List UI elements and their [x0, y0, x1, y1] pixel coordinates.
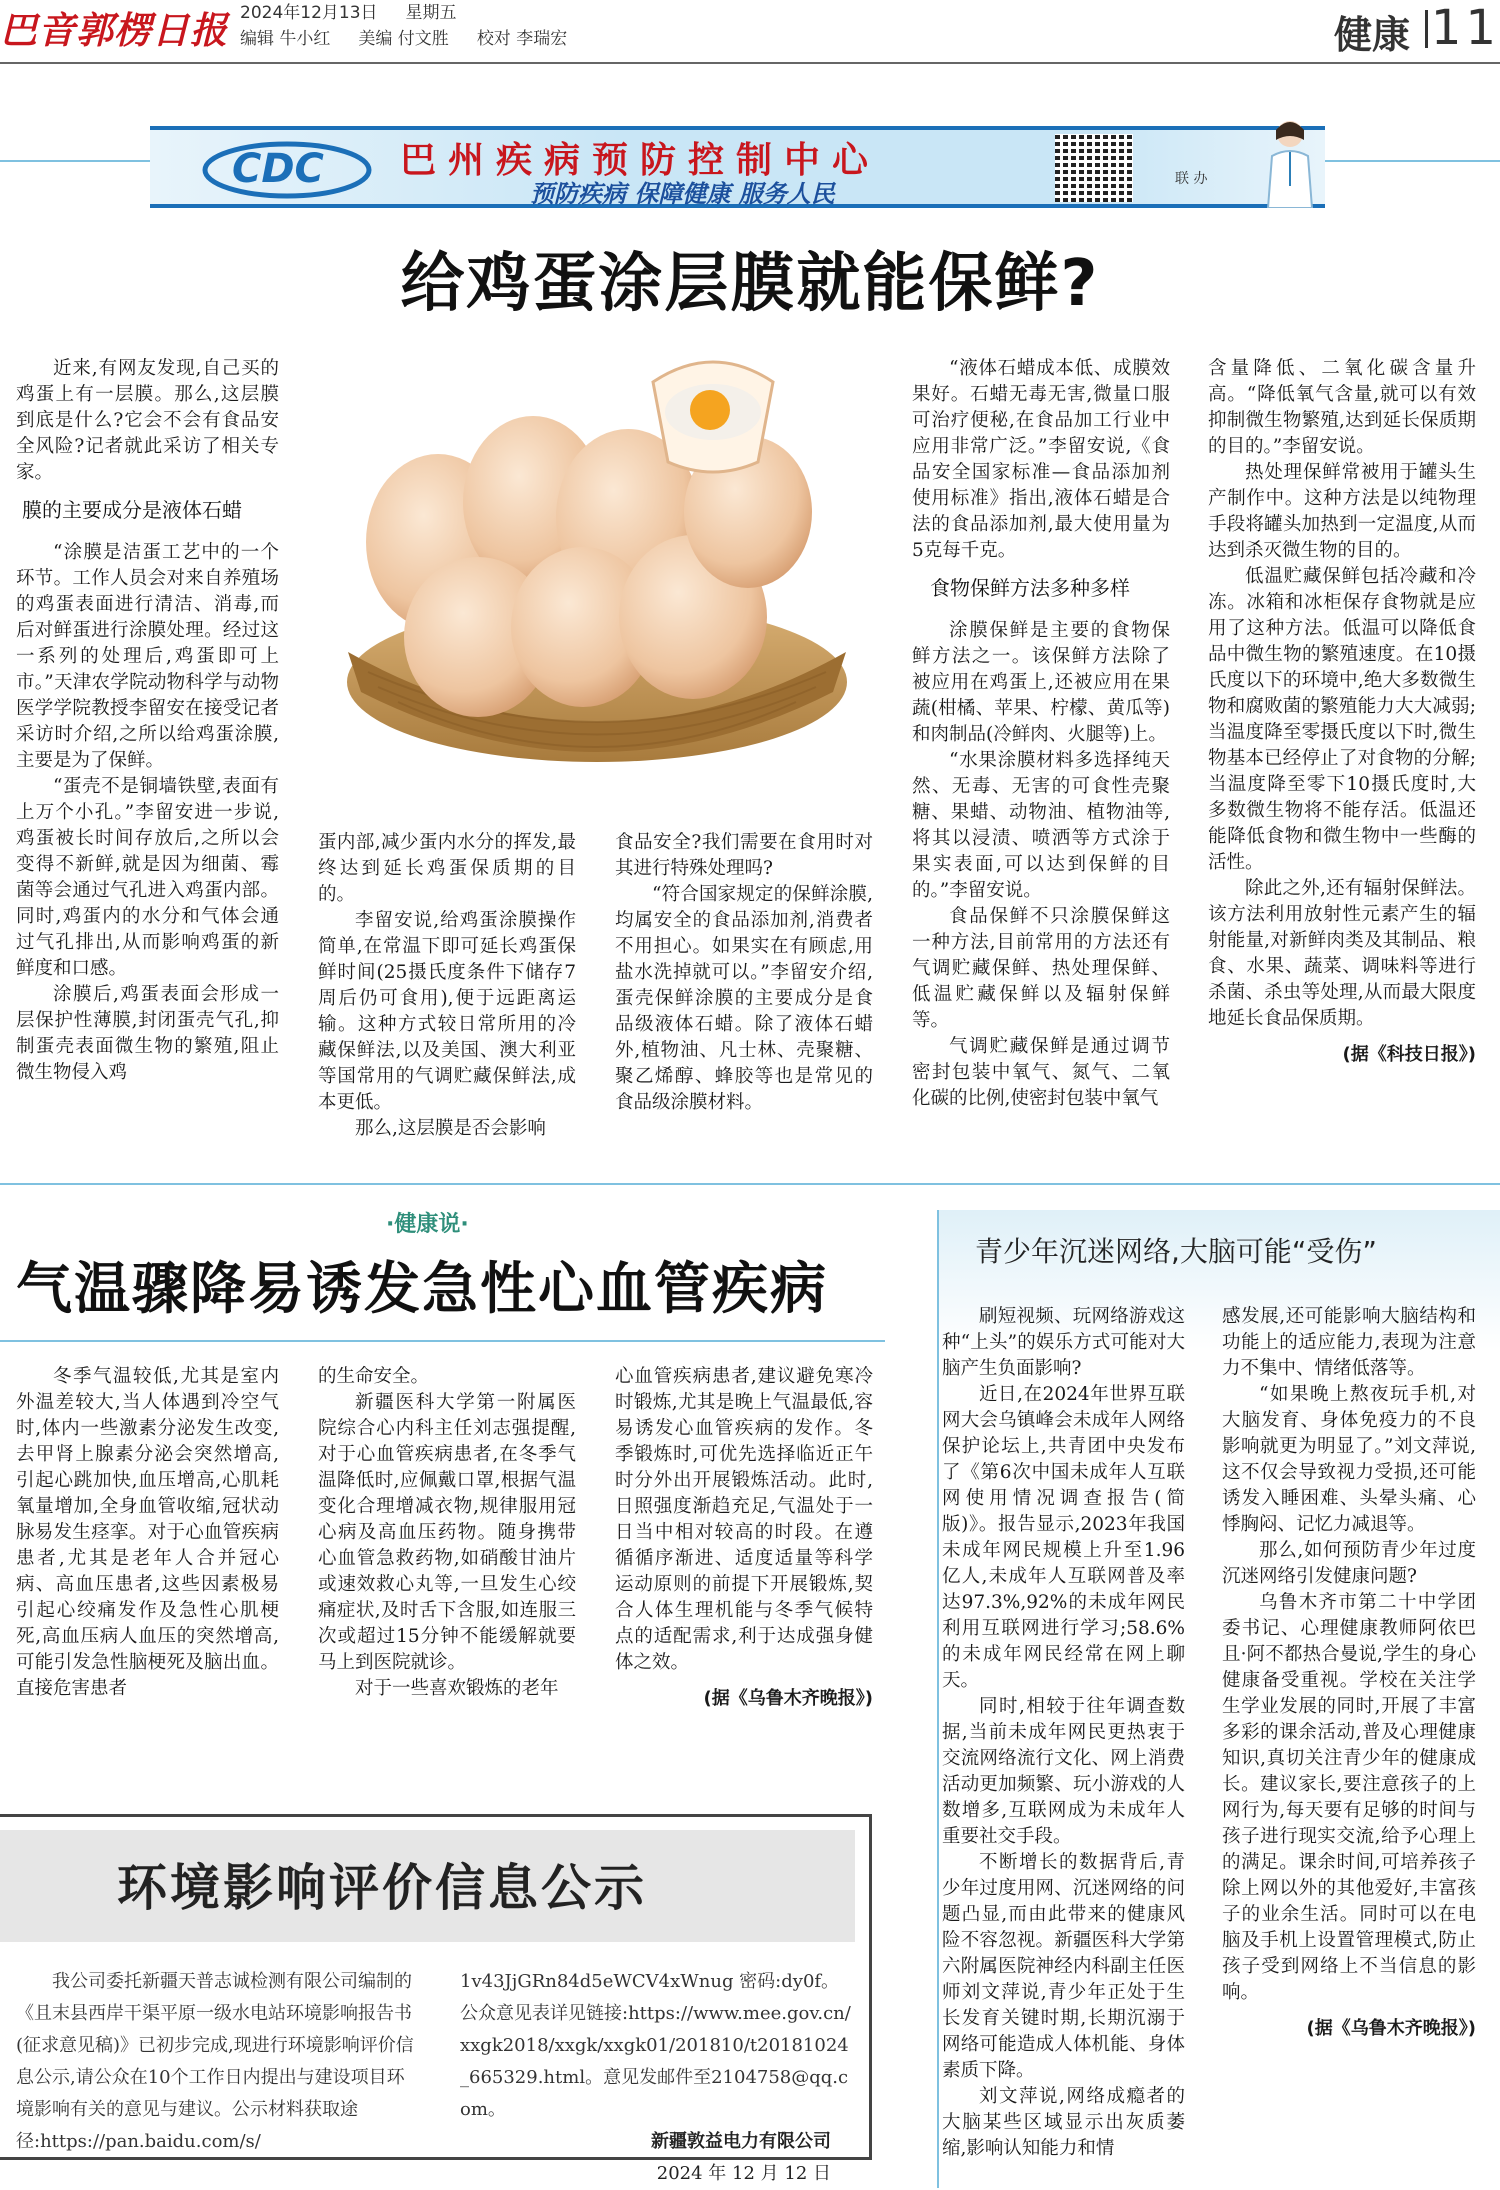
section-divider: [1425, 10, 1428, 48]
teen-col1-p1: 刷短视频、玩网络游戏这种“上头”的娱乐方式可能对大脑产生负面影响?: [942, 1306, 1185, 1379]
column-tag: ·健康说·: [386, 1212, 469, 1237]
teen-column-1: [942, 1304, 1185, 2162]
egg-col1-p3: 涂膜后,鸡蛋表面会形成一层保护性薄膜,封闭蛋壳气孔,抑制蛋壳表面微生物的繁殖,阻止微生物侵入鸡: [16, 984, 279, 1083]
egg-col4-p2: 涂膜保鲜是主要的食物保鲜方法之一。该保鲜方法除了被应用在鸡蛋上,还被应用在果蔬(柑橘、苹果、柠檬、黄瓜等)和肉制品(冷鲜肉、火腿等)上。: [912, 620, 1170, 745]
egg-column-4: [912, 356, 1170, 1112]
egg-col4-p1: “液体石蜡成本低、成膜效果好。石蜡无毒无害,微量口服可治疗便秘,在食品加工行业中应用非常广泛。”李留安说,《食品安全国家标准—食品添加剂使用标准》指出,液体石蜡是合法的食品添加剂,最大使用量为5克每千克。: [912, 358, 1170, 561]
egg-subheading-1: 膜的主要成分是液体石蜡: [22, 498, 242, 522]
notice-text-1: 我公司委托新疆天普志诚检测有限公司编制的《且末县西岸干渠平原一级水电站环境影响报告书(征求意见稿)》已初步完成,现进行环境影响评价信息公示,请公众在10个工作日内提出与建设项目环境影响有关的意见与建议。公示材料获取途径:https://pan.baidu.com/s/: [16, 1971, 414, 2152]
heart-title-rule: [0, 1340, 885, 1342]
egg-col3-p2: “符合国家规定的保鲜涂膜,均属安全的食品添加剂,消费者不用担心。如果实在有顾虑,用盐水洗掉就可以。”李留安介绍,蛋壳保鲜涂膜的主要成分是食品级液体石蜡。除了液体石蜡外,植物油、凡士林、壳聚糖、聚乙烯醇、蜂胶等也是常见的食品级涂膜材料。: [615, 884, 873, 1113]
teen-col2-p1: 感发展,还可能影响大脑结构和功能上的适应能力,表现为注意力不集中、情绪低落等。: [1222, 1306, 1476, 1379]
egg-column-2: [318, 830, 576, 1142]
proof-credit: 校对 李瑞宏: [476, 29, 568, 49]
egg-basket-photo: [318, 352, 876, 774]
banner-org-name: 巴州疾病预防控制中心: [400, 140, 881, 181]
designer-credit: 美编 付文胜: [358, 29, 449, 49]
egg-column-5: [1208, 356, 1476, 1068]
banner-cooperation: 联 办: [1175, 171, 1208, 187]
egg-col2-p2: 李留安说,给鸡蛋涂膜操作简单,在常温下即可延长鸡蛋保鲜时间(25摄氏度条件下储存7周后仍可食用),便于远距离运输。这种方式较日常所用的冷藏保鲜法,以及美国、澳大利亚等国常用的气调贮藏保鲜法,成本更低。: [318, 910, 576, 1113]
teen-article-title: 青少年沉迷网络,大脑可能“受伤”: [975, 1235, 1377, 1268]
egg-source: (据《科技日报》): [1342, 1044, 1476, 1065]
cdc-banner: [150, 126, 1325, 208]
egg-col3-p1: 食品安全?我们需要在食用时对其进行特殊处理吗?: [615, 832, 873, 879]
teen-col1-p5: 刘文萍说,网络成瘾者的大脑某些区域显示出灰质萎缩,影响认知能力和情: [942, 2086, 1185, 2159]
egg-col5-p2: 热处理保鲜常被用于罐头生产制作中。这种方法是以纯物理手段将罐头加热到一定温度,从而达到杀灭微生物的目的。: [1208, 462, 1476, 561]
teen-col2-p3: 那么,如何预防青少年过度沉迷网络引发健康问题?: [1222, 1540, 1476, 1587]
teen-source: (据《乌鲁木齐晚报》): [1306, 2018, 1476, 2039]
heart-article-title: 气温骤降易诱发急性心血管疾病: [16, 1256, 828, 1322]
teen-col1-p2: 近日,在2024年世界互联网大会乌镇峰会未成年人网络保护论坛上,共青团中央发布了《第6次中国未成年人互联网使用情况调查报告(简版)》。报告显示,2023年我国未成年网民规模上升至1.96亿人,未成年人互联网普及率达97.3%,92%的未成年网民利用互联网进行学习;58.6%的未成年网民经常在网上聊天。: [942, 1384, 1185, 1691]
notice-column-2: [460, 1966, 855, 2190]
cdc-logo-icon: [202, 136, 372, 200]
doctor-illustration-icon: [1260, 116, 1320, 208]
egg-col1-intro: 近来,有网友发现,自己买的鸡蛋上有一层膜。那么,这层膜到底是什么?它会不会有食品安全风险?记者就此采访了相关专家。: [16, 358, 279, 483]
teen-col1-p4: 不断增长的数据背后,青少年过度用网、沉迷网络的问题凸显,而由此带来的健康风险不容忽视。新疆医科大学第六附属医院神经内科副主任医师刘文萍说,青少年正处于生长发育关键时期,长期沉溺于网络可能造成人体机能、身体素质下降。: [942, 1852, 1185, 2081]
heart-column-1: [16, 1364, 279, 1702]
egg-col5-p1: 含量降低、二氧化碳含量升高。“降低氧气含量,就可以有效抑制微生物繁殖,达到延长保质期的目的。”李留安说。: [1208, 358, 1476, 457]
heart-col2-p3: 对于一些喜欢锻炼的老年: [355, 1678, 559, 1699]
newspaper-logo: 巴音郭楞日报: [0, 8, 228, 52]
teen-col2-p4: 乌鲁木齐市第二十中学团委书记、心理健康教师阿依巴且·阿不都热合曼说,学生的身心健康备受重视。学校在关注学生学业发展的同时,开展了丰富多彩的课余活动,普及心理健康知识,真切关注青少年的健康成长。建议家长,要注意孩子的上网行为,每天要有足够的时间与孩子进行现实交流,给予心理上的满足。课余时间,可培养孩子除上网以外的其他爱好,丰富孩子的业余生活。同时可以在电脑及手机上设置管理模式,防止孩子受到网络上不当信息的影响。: [1222, 1592, 1476, 2003]
notice-column-1: [16, 1966, 418, 2158]
heart-col3-p1: 心血管疾病患者,建议避免寒冷时锻炼,尤其是晚上气温最低,容易诱发心血管疾病的发作。冬季锻炼时,可优先选择临近正午时分外出开展锻炼活动。此时,日照强度渐趋充足,气温处于一日当中相对较高的时段。在遵循循序渐进、适度适量等科学运动原则的前提下开展锻炼,契合人体生理机能与冬季气候特点的适配需求,利于达成强身健体之效。: [615, 1366, 873, 1673]
heart-column-3: [615, 1364, 873, 1712]
egg-subheading-2: 食物保鲜方法多种多样: [930, 576, 1130, 600]
notice-company: 新疆敦益电力有限公司: [651, 2131, 831, 2152]
notice-date: 2024 年 12 月 12 日: [656, 2163, 831, 2184]
issue-meta: [240, 0, 595, 52]
egg-col4-p4: 食品保鲜不只涂膜保鲜这一种方法,目前常用的方法还有气调贮藏保鲜、热处理保鲜、低温贮藏保鲜以及辐射保鲜等。: [912, 906, 1170, 1031]
egg-col2-p1: 蛋内部,减少蛋内水分的挥发,最终达到延长鸡蛋保质期的目的。: [318, 832, 576, 905]
editor-credit: 编辑 牛小红: [240, 29, 331, 49]
egg-article-title: 给鸡蛋涂层膜就能保鲜?: [400, 247, 1100, 321]
notice-title: 环境影响评价信息公示: [117, 1858, 647, 1917]
egg-col4-p5: 气调贮藏保鲜是通过调节密封包装中氧气、氮气、二氧化碳的比例,使密封包装中氧气: [912, 1036, 1170, 1109]
egg-column-1: [16, 356, 279, 1086]
egg-col5-p3: 低温贮藏保鲜包括冷藏和冷冻。冰箱和冰柜保存食物就是应用了这种方法。低温可以降低食品中微生物的繁殖速度。在10摄氏度以下的环境中,绝大多数微生物和腐败菌的繁殖能力大大减弱;当温度降至零摄氏度以下时,微生物基本已经停止了对食物的分解;当温度降至零下10摄氏度时,大多数微生物将不能存活。低温还能降低食物和微生物中一些酶的活性。: [1208, 566, 1476, 873]
egg-column-3: [615, 830, 873, 1116]
masthead: [0, 0, 1500, 62]
teen-col1-p3: 同时,相较于往年调查数据,当前未成年网民更热衷于交流网络流行文化、网上消费活动更加频繁、玩小游戏的人数增多,互联网成为未成年人重要社交手段。: [942, 1696, 1185, 1847]
heart-col2-p2: 新疆医科大学第一附属医院综合心内科主任刘志强提醒,对于心血管疾病患者,在冬季气温降低时,应佩戴口罩,根据气温变化合理增减衣物,规律服用冠心病及高血压药物。随身携带心血管急救药物,如硝酸甘油片或速效救心丸等,一旦发生心绞痛症状,及时舌下含服,如连服三次或超过15分钟不能缓解就要马上到医院就诊。: [318, 1392, 576, 1673]
egg-col1-p2: “蛋壳不是铜墙铁壁,表面有上万个小孔。”李留安进一步说,鸡蛋被长时间存放后,之所以会变得不新鲜,就是因为细菌、霉菌等会通过气孔进入鸡蛋内部。同时,鸡蛋内的水分和气体会通过气孔排出,从而影响鸡蛋的新鲜度和口感。: [16, 776, 279, 979]
teen-column-2: [1222, 1304, 1476, 2042]
heart-source: (据《乌鲁木齐晚报》): [703, 1688, 873, 1709]
heart-column-2: [318, 1364, 576, 1702]
banner-slogan: 预防疾病 保障健康 服务人民: [530, 180, 835, 208]
heart-col1-p1: 冬季气温较低,尤其是室内外温差较大,当人体遇到冷空气时,体内一些激素分泌发生改变,去甲肾上腺素分泌会突然增高,引起心跳加快,血压增高,心肌耗氧量增加,全身血管收缩,冠状动脉易发生痉挛。对于心血管疾病患者,尤其是老年人合并冠心病、高血压患者,这些因素极易引起心绞痛发作及急性心肌梗死,高血压病人血压的突然增高,可能引发急性脑梗死及脑出血。直接危害患者: [16, 1366, 279, 1699]
notice-text-2: 1v43JjGRn84d5eWCV4xWnug 密码:dy0f。公众意见表详见链接:https://www.mee.gov.cn/xxgk2018/xxgk/xxgk01/201810/t20181024_665329.html。意见发邮件至2104758@qq.com。: [460, 1971, 851, 2120]
page-number: 11: [1430, 0, 1500, 56]
masthead-rule: [0, 62, 1500, 64]
heart-col2-p1: 的生命安全。: [318, 1366, 430, 1387]
egg-col2-p3: 那么,这层膜是否会影响: [355, 1118, 546, 1139]
section-name: 健康: [1333, 13, 1410, 57]
teen-col2-p2: “如果晚上熬夜玩手机,对大脑发育、身体免疫力的不良影响就更为明显了。”刘文萍说,这不仅会导致视力受损,还可能诱发入睡困难、头晕头痛、心悸胸闷、记忆力减退等。: [1222, 1384, 1476, 1535]
egg-col5-p4: 除此之外,还有辐射保鲜法。该方法利用放射性元素产生的辐射能量,对新鲜肉类及其制品、粮食、水果、蔬菜、调味料等进行杀菌、杀虫等处理,从而最大限度地延长食品保质期。: [1208, 878, 1476, 1029]
egg-col4-p3: “水果涂膜材料多选择纯天然、无毒、无害的可食性壳聚糖、果蜡、动物油、植物油等,将其以浸渍、喷洒等方式涂于果实表面,可以达到保鲜的目的。”李留安说。: [912, 750, 1170, 901]
svg-text:CDC: CDC: [232, 146, 324, 192]
egg-col1-p1: “涂膜是洁蛋工艺中的一个环节。工作人员会对来自养殖场的鸡蛋表面进行清洁、消毒,而后对鲜蛋进行涂膜处理。经过这一系列的处理后,鸡蛋即可上市。”天津农学院动物科学与动物医学学院教授李留安在接受记者采访时介绍,之所以给鸡蛋涂膜,主要是为了保鲜。: [16, 542, 279, 771]
issue-date: 2024年12月13日: [240, 3, 378, 23]
qr-code-pattern: [1055, 134, 1133, 202]
issue-weekday: 星期五: [405, 3, 457, 23]
